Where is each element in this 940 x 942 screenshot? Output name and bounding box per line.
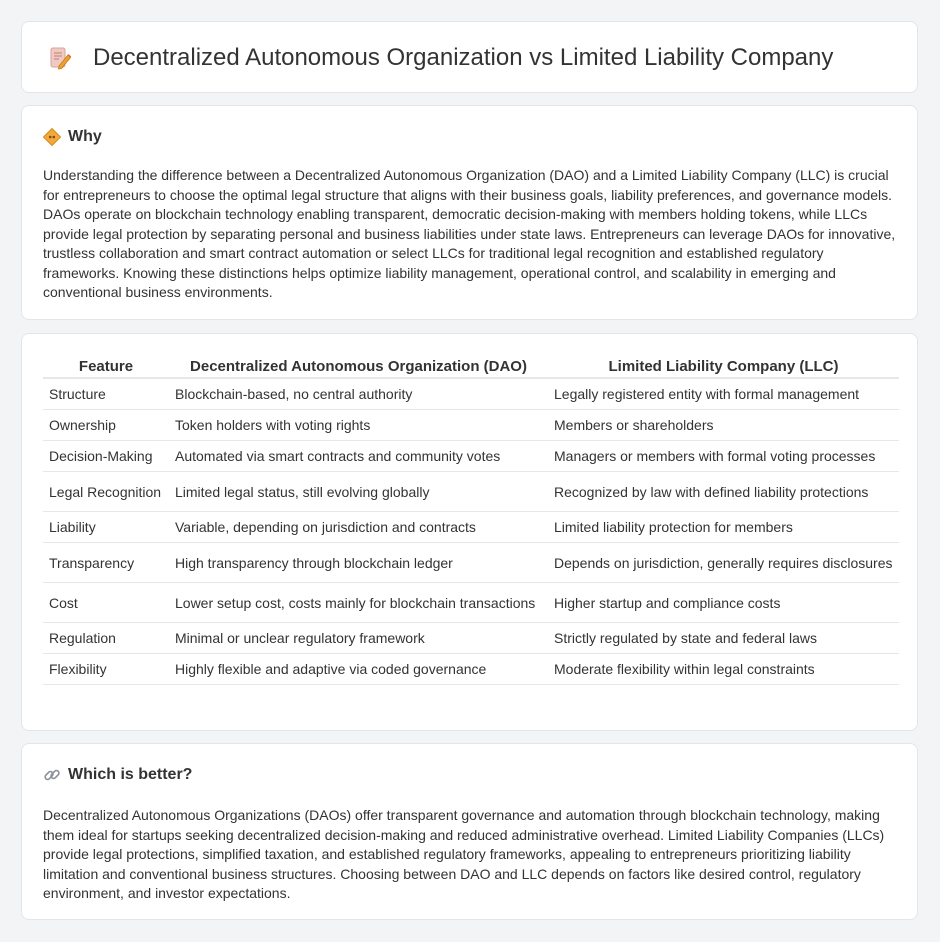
which-section — [21, 743, 918, 920]
feature-cell: Transparency — [43, 543, 169, 583]
feature-cell: Structure — [43, 378, 169, 410]
llc-cell: Strictly regulated by state and federal laws — [548, 623, 899, 654]
dao-cell: Limited legal status, still evolving globally — [169, 472, 548, 512]
dao-cell: Minimal or unclear regulatory framework — [169, 623, 548, 654]
table-row — [43, 543, 899, 583]
llc-cell: Legally registered entity with formal management — [548, 378, 899, 410]
dao-cell: Lower setup cost, costs mainly for blockchain transactions — [169, 583, 548, 623]
llc-cell: Recognized by law with defined liability protections — [548, 472, 899, 512]
dao-cell: Automated via smart contracts and community votes — [169, 441, 548, 472]
table-row — [43, 654, 899, 685]
feature-cell: Decision-Making — [43, 441, 169, 472]
why-section — [21, 105, 918, 320]
table-row — [43, 410, 899, 441]
table-row — [43, 512, 899, 543]
table-row — [43, 472, 899, 512]
header-llc: Limited Liability Company (LLC) — [548, 355, 899, 378]
table-row — [43, 378, 899, 410]
table-row — [43, 623, 899, 654]
dao-cell: Variable, depending on jurisdiction and contracts — [169, 512, 548, 543]
table-row — [43, 583, 899, 623]
dao-cell: Highly flexible and adaptive via coded governance — [169, 654, 548, 685]
llc-cell: Limited liability protection for members — [548, 512, 899, 543]
link-icon — [43, 766, 61, 784]
dao-cell: Token holders with voting rights — [169, 410, 548, 441]
llc-cell: Managers or members with formal voting processes — [548, 441, 899, 472]
dao-cell: High transparency through blockchain ledger — [169, 543, 548, 583]
feature-cell: Cost — [43, 583, 169, 623]
which-heading: Which is better? — [68, 766, 193, 783]
llc-cell: Members or shareholders — [548, 410, 899, 441]
comparison-table — [43, 355, 899, 685]
header-dao: Decentralized Autonomous Organization (DAO) — [169, 355, 548, 378]
feature-cell: Liability — [43, 512, 169, 543]
feature-cell: Regulation — [43, 623, 169, 654]
dao-cell: Blockchain-based, no central authority — [169, 378, 548, 410]
why-heading: Why — [68, 128, 102, 145]
llc-cell: Moderate flexibility within legal constraints — [548, 654, 899, 685]
header-feature: Feature — [43, 355, 169, 378]
table-header-row — [43, 355, 899, 378]
llc-cell: Depends on jurisdiction, generally requires disclosures — [548, 543, 899, 583]
llc-cell: Higher startup and compliance costs — [548, 583, 899, 623]
feature-cell: Ownership — [43, 410, 169, 441]
title-card — [21, 21, 918, 93]
comparison-section — [21, 333, 918, 731]
diamond-sign-icon — [43, 128, 61, 146]
table-row — [43, 441, 899, 472]
feature-cell: Flexibility — [43, 654, 169, 685]
page-title: Decentralized Autonomous Organization vs Limited Liability Company — [93, 44, 834, 71]
document-pencil-icon — [48, 46, 72, 70]
why-text: Understanding the difference between a Decentralized Autonomous Organization (DAO) and a Limited Liability Company (LLC) is crucial for entrepreneurs to choose the optimal legal structure that aligns with their business goals, liability preferences, and governance models. DAOs operate on blockchain technology enabling transparent, democratic decision-making with members holding tokens, while LLCs provide legal protection by separating personal and business liabilities under state laws. Entrepreneurs can leverage DAOs for innovative, trustless collaboration and smart contract automation or select LLCs for traditional legal recognition and established regulatory frameworks. Knowing these distinctions helps optimize liability management, operational control, and scalability in emerging and conventional business environments. — [43, 167, 896, 300]
which-text: Decentralized Autonomous Organizations (DAOs) offer transparent governance and automation through blockchain technology, making them ideal for startups seeking decentralized decision-making and reduced administrative overhead. Limited Liability Companies (LLCs) provide legal protections, simplified taxation, and established regulatory frameworks, appealing to entrepreneurs prioritizing liability limitation and conventional business structures. Choosing between DAO and LLC depends on factors like desired control, regulatory environment, and investor expectations. — [43, 807, 885, 901]
feature-cell: Legal Recognition — [43, 472, 169, 512]
